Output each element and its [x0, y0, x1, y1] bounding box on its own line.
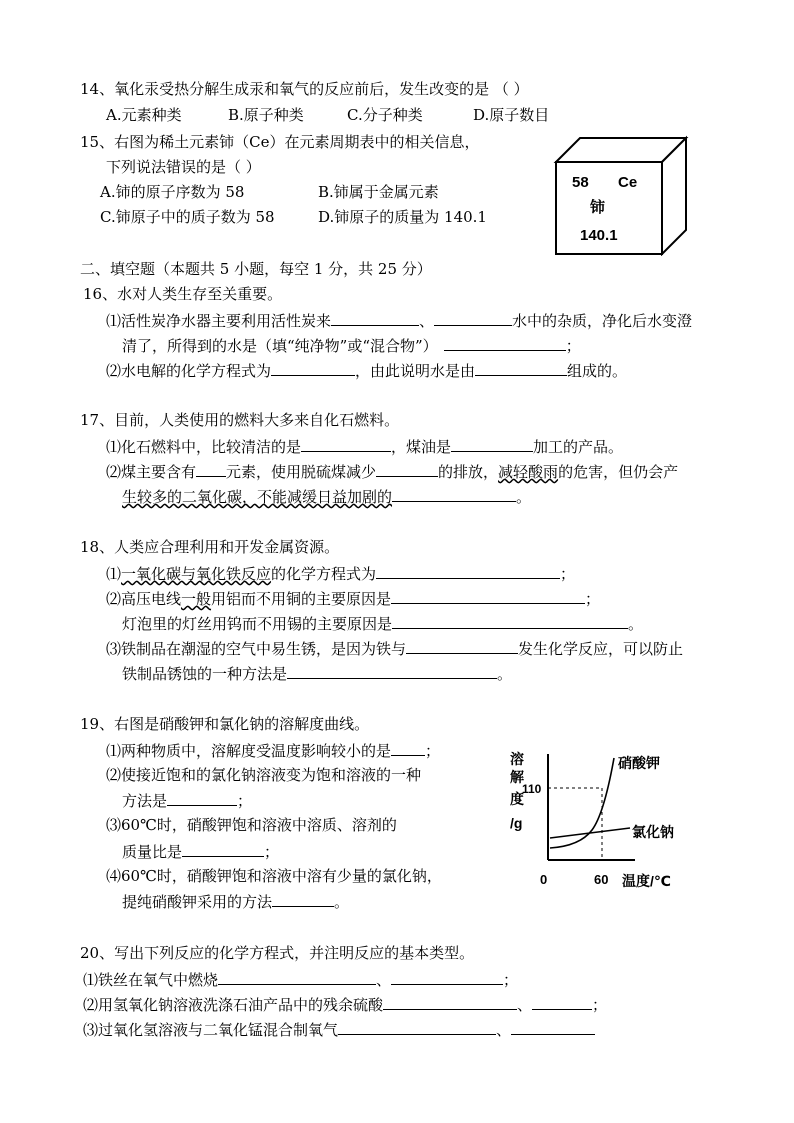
q14-option-b: B.原子种类: [228, 106, 304, 124]
solubility-graph: [500, 748, 690, 893]
q18-p2-text-b: 一般: [181, 590, 212, 608]
q16-blank-2[interactable]: [434, 310, 512, 326]
q17-p1-text-a: ⑴化石燃料中，比较清洁的是: [106, 438, 302, 456]
q20-blank-2[interactable]: [391, 969, 503, 985]
q18-p1-text-c: 的化学方程式为: [271, 565, 377, 583]
q19-p2-text-c: ；: [237, 792, 253, 810]
element-name: 铈: [590, 199, 606, 216]
q20-blank-1[interactable]: [218, 969, 376, 985]
q18-blank-2[interactable]: [391, 588, 585, 604]
q15-option-c: C.铈原子中的质子数为 58: [100, 208, 275, 226]
q16-part1-line2: [122, 335, 581, 356]
q14-option-d: D.原子数目: [473, 106, 550, 124]
q19-blank-2[interactable]: [167, 790, 237, 806]
q19-blank-1[interactable]: [391, 740, 425, 756]
q19-stem: 19、右图是硝酸钾和氯化钠的溶解度曲线。: [80, 715, 370, 733]
q16-p2-text-a: ⑵水电解的化学方程式为: [106, 362, 272, 380]
q18-stem: 18、人类应合理利用和开发金属资源。: [80, 538, 340, 556]
q16-blank-1[interactable]: [331, 310, 419, 326]
q18-p4-text-a: ⑶铁制品在潮湿的空气中易生锈，是因为铁与: [106, 640, 407, 658]
q20-blank-6[interactable]: [511, 1019, 595, 1035]
q15-stem-2: 下列说法错误的是（ ）: [106, 158, 261, 176]
q18-p3-text-a: 灯泡里的灯丝用钨而不用锡的主要原因是: [122, 615, 393, 633]
q18-p4-text-b: 发生化学反应，可以防止: [518, 640, 684, 658]
q18-p1-text-b: 一氧化碳与氧化铁反应: [121, 565, 272, 583]
q20-part1: [83, 969, 518, 990]
graph-xlabel: 温度/℃: [622, 873, 671, 889]
q16-blank-5[interactable]: [475, 360, 567, 376]
q19-p3-text-b: 质量比是: [122, 843, 183, 861]
q17-blank-1[interactable]: [301, 436, 391, 452]
q20-blank-3[interactable]: [383, 994, 517, 1010]
section-2-title: 二、填空题（本题共 5 小题，每空 1 分，共 25 分）: [80, 260, 432, 278]
q20-p1-text-a: ⑴铁丝在氧气中燃烧: [83, 971, 219, 989]
q14-option-c: C.分子种类: [347, 106, 423, 124]
q14-stem: 14、氧化汞受热分解生成汞和氧气的反应前后，发生改变的是 （ ）: [80, 80, 529, 98]
q18-part4: [106, 638, 683, 659]
q19-p1-text-a: ⑴两种物质中，溶解度受温度影响较小的是: [106, 742, 392, 760]
q20-p3-text-a: ⑶过氧化氢溶液与二氧化锰混合制氧气: [83, 1021, 339, 1039]
q18-p3-text-b: 。: [628, 615, 644, 633]
q19-p3-text-c: ；: [264, 843, 280, 861]
q18-p4-text-c: 铁制品锈蚀的一种方法是: [122, 665, 288, 683]
q17-blank-3[interactable]: [196, 461, 226, 477]
q20-p2-text-a: ⑵用氢氧化钠溶液洗涤石油产品中的残余硫酸: [83, 996, 384, 1014]
q16-p2-text-c: 组成的。: [567, 362, 628, 380]
graph-ylabel-1: 溶: [510, 751, 524, 767]
q18-p2-text-c: 用铝而不用铜的主要原因是: [211, 590, 392, 608]
graph-tick-x-60: 60: [594, 872, 609, 887]
q17-p2-text-a: ⑵煤主要含有: [106, 463, 197, 481]
q16-blank-4[interactable]: [271, 360, 355, 376]
q16-stem: 16、水对人类生存至关重要。: [83, 285, 283, 303]
q17-blank-4[interactable]: [376, 461, 438, 477]
q20-stem: 20、写出下列反应的化学方程式，并注明反应的基本类型。: [80, 944, 475, 962]
nacl-curve: [550, 828, 630, 838]
q18-part2: [106, 588, 600, 609]
q20-p2-text-c: ；: [592, 996, 608, 1014]
q18-p4-text-d: 。: [497, 665, 513, 683]
q20-p1-text-c: ；: [503, 971, 519, 989]
q19-part1: [106, 740, 440, 761]
q20-p3-text-b: 、: [496, 1021, 512, 1039]
q17-p1-text-b: ，煤油是: [391, 438, 452, 456]
q19-blank-3[interactable]: [182, 841, 264, 857]
q17-p2-text-b: 元素，使用脱硫煤减少: [226, 463, 377, 481]
q17-part1: [106, 436, 623, 457]
q20-p2-text-b: 、: [517, 996, 533, 1014]
q18-p1-text-d: ；: [560, 565, 576, 583]
q16-p1-text-d: 清了，所得到的水是（填“纯净物”或“混合物”）: [122, 337, 438, 355]
q18-blank-1[interactable]: [376, 563, 560, 579]
q20-blank-4[interactable]: [532, 994, 592, 1010]
q18-blank-5[interactable]: [287, 663, 497, 679]
q17-p1-text-c: 加工的产品。: [533, 438, 624, 456]
q19-p4-text-b: 提纯硝酸钾采用的方法: [122, 893, 273, 911]
q15-option-b: B.铈属于金属元素: [318, 183, 439, 201]
q16-p2-text-b: ，由此说明水是由: [355, 362, 476, 380]
q16-blank-3[interactable]: [444, 335, 566, 351]
q17-part2-line1: [106, 461, 678, 482]
q17-part2-line2: [122, 486, 531, 507]
q17-p2-text-g: 。: [516, 488, 532, 506]
q19-part3-line2: [122, 841, 279, 862]
q17-p2-text-c: 的排放，: [438, 463, 499, 481]
q16-p1-text-a: ⑴活性炭净水器主要利用活性炭来: [106, 312, 332, 330]
q14-option-a: A.元素种类: [106, 106, 182, 124]
q17-p2-text-d: 减轻酸雨: [498, 463, 559, 481]
q19-part4: ⑷60℃时，硝酸钾饱和溶液中溶有少量的氯化钠，: [106, 867, 442, 885]
q18-blank-4[interactable]: [406, 638, 518, 654]
q16-part2: [106, 360, 627, 381]
q18-part4-line2: [122, 663, 512, 684]
graph-ylabel-2: 解: [510, 769, 524, 785]
element-mass: 140.1: [580, 227, 618, 244]
element-card: [550, 132, 695, 256]
q17-blank-2[interactable]: [451, 436, 533, 452]
q17-blank-5[interactable]: [392, 486, 516, 502]
q16-p1-text-b: 、: [419, 312, 435, 330]
q16-p1-text-c: 水中的杂质，净化后水变澄: [512, 312, 693, 330]
element-number: 58: [572, 174, 589, 191]
q20-p1-text-b: 、: [376, 971, 392, 989]
q18-blank-3[interactable]: [392, 613, 628, 629]
q19-p4-text-c: 。: [334, 893, 350, 911]
q18-p2-text-a: ⑵高压电线: [106, 590, 182, 608]
q20-blank-5[interactable]: [338, 1019, 496, 1035]
q18-part3: [122, 613, 643, 634]
graph-tick-y-110: 110: [522, 782, 542, 796]
q19-part4-line2: [122, 891, 349, 912]
q18-p2-text-d: ；: [585, 590, 601, 608]
q19-p2-text-b: 方法是: [122, 792, 168, 810]
q20-part2: [83, 994, 607, 1015]
q16-part1-line1: [106, 310, 692, 331]
graph-label-kno3: 硝酸钾: [618, 755, 660, 771]
graph-ylabel-3: 度: [510, 791, 524, 807]
q20-part3: [83, 1019, 595, 1040]
q17-p2-text-f: 生较多的二氧化碳，不能减缓日益加剧的: [122, 488, 393, 506]
q19-part2-line2: [122, 790, 252, 811]
q17-stem: 17、目前，人类使用的燃料大多来自化石燃料。: [80, 411, 400, 429]
q17-p2-text-e: 的危害，但仍会产: [558, 463, 679, 481]
graph-ylabel-4: /g: [510, 815, 523, 831]
q15-option-d: D.铈原子的质量为 140.1: [318, 208, 487, 226]
q19-part2: ⑵使接近饱和的氯化钠溶液变为饱和溶液的一种: [106, 766, 422, 784]
q16-p1-text-e: ；: [565, 337, 581, 355]
graph-label-nacl: 氯化钠: [632, 824, 674, 840]
graph-tick-x-0: 0: [540, 872, 548, 887]
q19-blank-4[interactable]: [272, 891, 334, 907]
q15-stem: 15、右图为稀土元素铈（Ce）在元素周期表中的相关信息，: [80, 133, 480, 151]
q18-part1: [106, 563, 575, 584]
q19-p1-text-b: ；: [425, 742, 441, 760]
element-symbol: Ce: [618, 174, 638, 191]
q19-part3: ⑶60℃时，硝酸钾饱和溶液中溶质、溶剂的: [106, 816, 397, 834]
q18-p1-text-a: ⑴: [106, 565, 122, 583]
q15-option-a: A.铈的原子序数为 58: [100, 183, 245, 201]
